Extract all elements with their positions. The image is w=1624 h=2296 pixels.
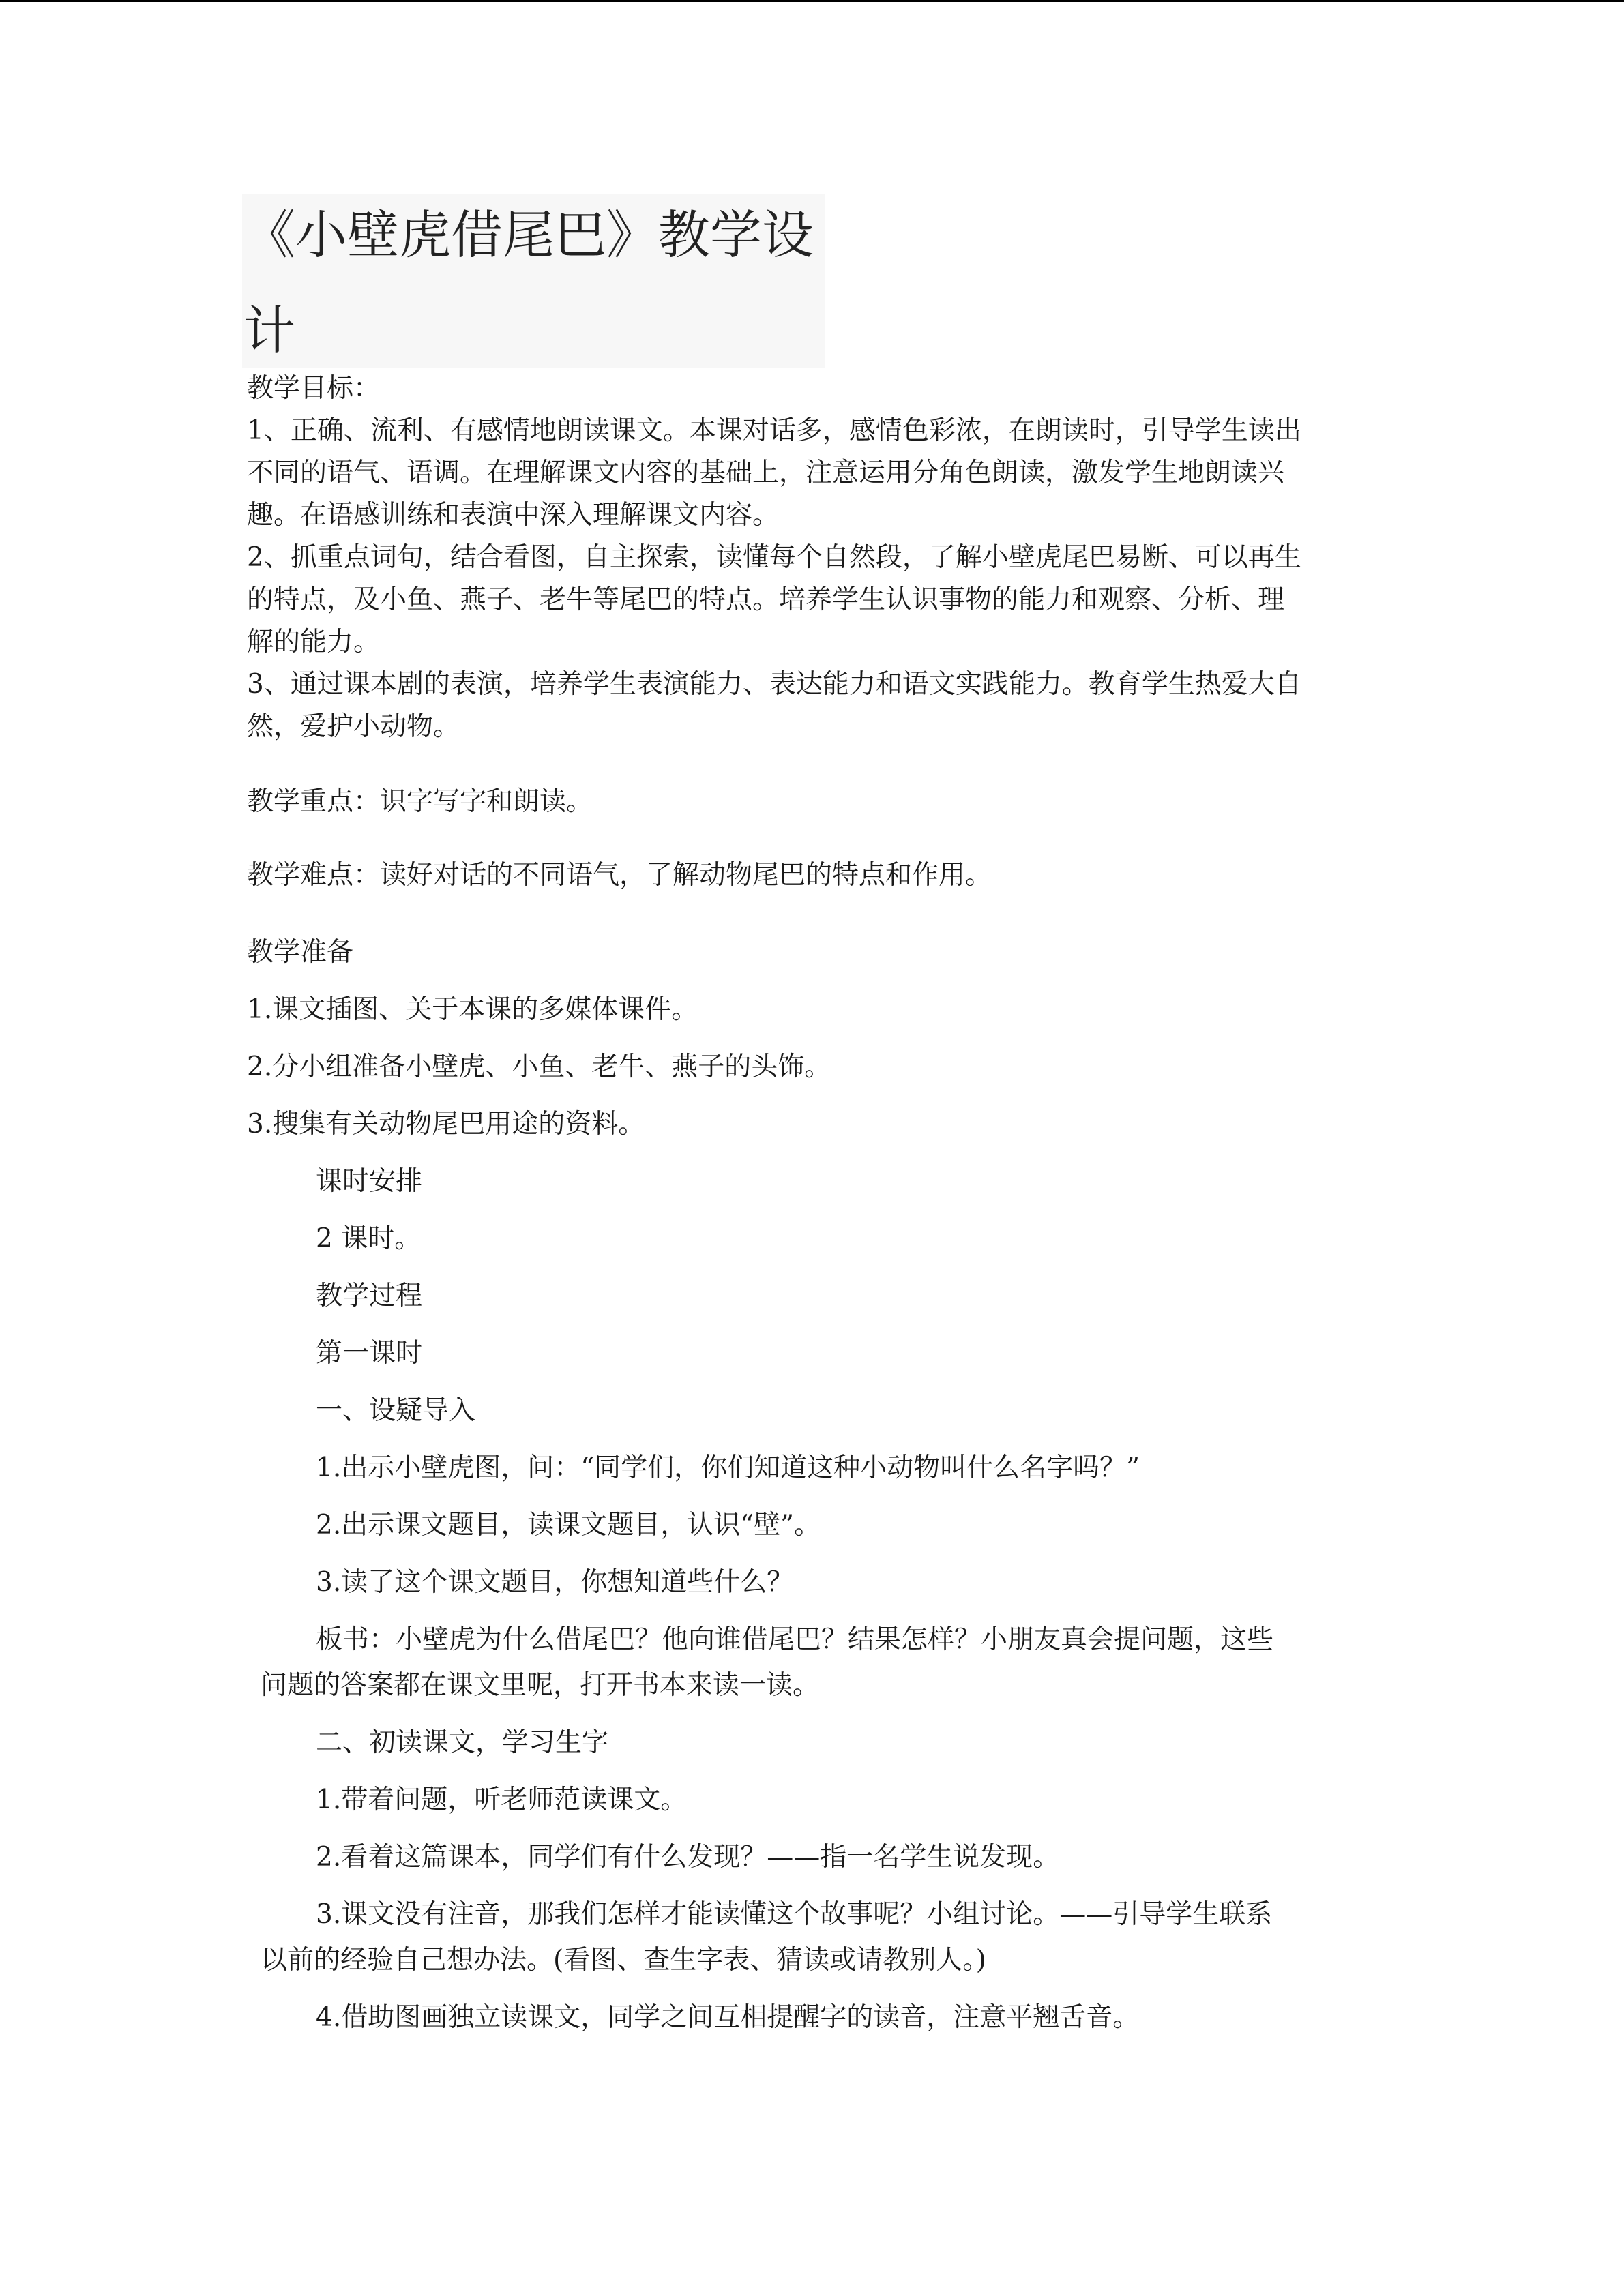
section-2-item-3-line-1: 3.课文没有注音，那我们怎样才能读懂这个故事呢？小组讨论。——引导学生联系: [316, 1899, 1273, 1930]
prep-item: 2.分小组准备小壁虎、小鱼、老牛、燕子的头饰。: [247, 1052, 831, 1082]
difficulty: 教学难点：读好对话的不同语气，了解动物尾巴的特点和作用。: [247, 860, 992, 891]
section-1-item: 2.出示课文题目，读课文题目，认识“壁”。: [316, 1510, 821, 1540]
board-text-line-2: 问题的答案都在课文里呢，打开书本来读一读。: [261, 1670, 820, 1701]
goal-1-line-2: 不同的语气、语调。在理解课文内容的基础上，注意运用分角色朗读，激发学生地朗读兴: [247, 458, 1285, 488]
page-top-border: [0, 0, 1624, 2]
schedule-text: 2 课时。: [316, 1223, 422, 1254]
section-2-item: 1.带着问题，听老师范读课文。: [316, 1785, 688, 1815]
goal-2-line-3: 解的能力。: [247, 627, 381, 657]
prep-item: 1.课文插图、关于本课的多媒体课件。: [247, 994, 698, 1025]
goal-2-line-1: 2、抓重点词句，结合看图，自主探索，读懂每个自然段，了解小壁虎尾巴易断、可以再生: [247, 542, 1301, 573]
goal-1-line-1: 1、正确、流利、有感情地朗读课文。本课对话多，感情色彩浓，在朗读时，引导学生读出: [247, 415, 1301, 446]
document-title-line-1: 《小壁虎借尾巴》教学设: [243, 205, 814, 265]
section-2-item-3-line-2: 以前的经验自己想办法。(看图、查生字表、猜读或请教别人。): [261, 1945, 986, 1976]
lesson-1-heading: 第一课时: [316, 1338, 423, 1369]
section-1-heading: 一、设疑导入: [316, 1395, 476, 1426]
board-text-line-1: 板书：小壁虎为什么借尾巴？他向谁借尾巴？结果怎样？小朋友真会提问题，这些: [316, 1624, 1274, 1655]
prep-item: 3.搜集有关动物尾巴用途的资料。: [247, 1109, 645, 1139]
prep-heading: 教学准备: [247, 937, 354, 968]
goal-1-line-3: 趣。在语感训练和表演中深入理解课文内容。: [247, 500, 780, 531]
goal-3-line-1: 3、通过课本剧的表演，培养学生表演能力、表达能力和语文实践能力。教育学生热爱大自: [247, 669, 1301, 700]
process-heading: 教学过程: [316, 1281, 423, 1311]
goal-2-line-2: 的特点，及小鱼、燕子、老牛等尾巴的特点。培养学生认识事物的能力和观察、分析、理: [247, 584, 1285, 615]
document-title-line-2: 计: [243, 300, 295, 361]
section-1-item: 3.读了这个课文题目，你想知道些什么？: [316, 1567, 794, 1598]
goal-3-line-2: 然，爱护小动物。: [247, 711, 460, 742]
section-2-item-4: 4.借助图画独立读课文，同学之间互相提醒字的读音，注意平翘舌音。: [316, 2002, 1140, 2033]
section-2-item: 2.看着这篇课本，同学们有什么发现？——指一名学生说发现。: [316, 1842, 1060, 1873]
schedule-heading: 课时安排: [316, 1166, 423, 1197]
section-2-heading: 二、初读课文，学习生字: [316, 1727, 609, 1758]
section-1-item: 1.出示小壁虎图，问：“同学们，你们知道这种小动物叫什么名字吗？”: [316, 1452, 1140, 1483]
goals-heading: 教学目标：: [247, 373, 381, 404]
key-point: 教学重点：识字写字和朗读。: [247, 786, 593, 817]
